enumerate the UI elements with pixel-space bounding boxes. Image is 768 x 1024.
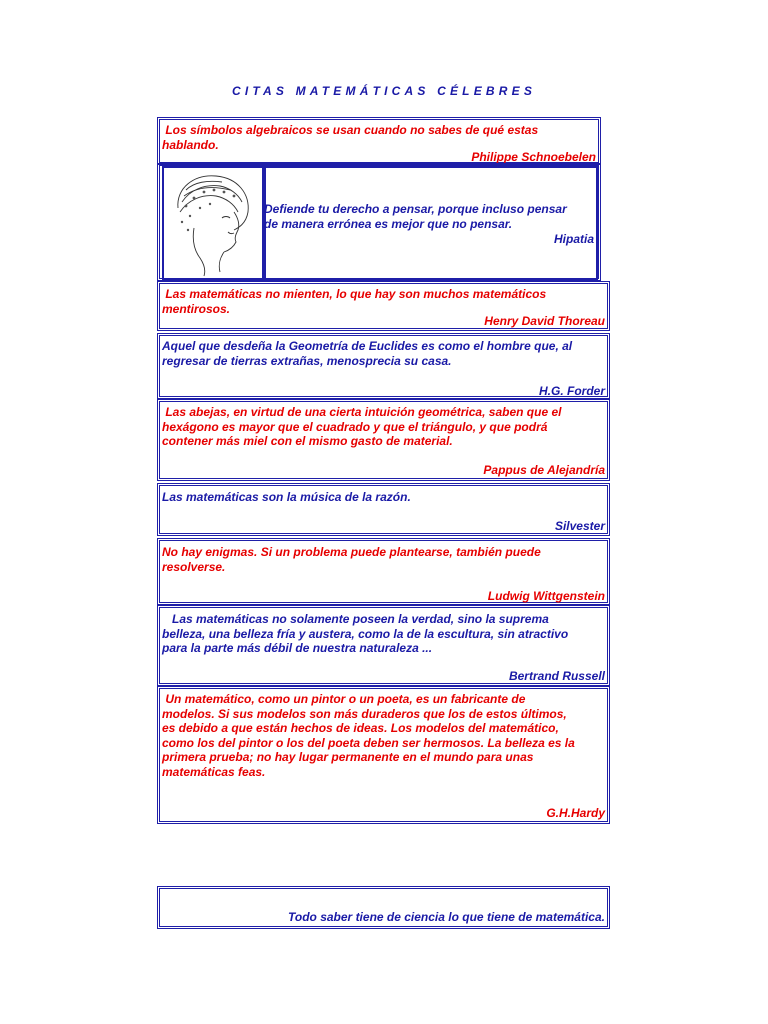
quote-box [157, 538, 610, 605]
quote-author: Hipatia [553, 232, 594, 246]
quote-author: Ludwig Wittgenstein [487, 589, 605, 603]
hipatia-portrait [162, 166, 264, 280]
quote-box [157, 399, 610, 481]
woman-profile-icon [164, 168, 262, 278]
page-title: CITAS MATEMÁTICAS CÉLEBRES [231, 84, 537, 98]
quote-cell [264, 166, 598, 280]
quote-box [157, 163, 601, 281]
footer-quote: Todo saber tiene de ciencia lo que tiene de matemática. [288, 910, 605, 924]
quote-box [157, 117, 601, 165]
quote-text: Defiende tu derecho a pensar, porque incluso pensar de manera errónea es mejor que no pensar. [264, 202, 567, 231]
quote-author: H.G. Forder [538, 384, 605, 398]
quote-text: Los símbolos algebraicos se usan cuando no sabes de qué estas hablando. [162, 123, 539, 152]
quote-box [157, 281, 610, 331]
quote-box [157, 605, 610, 686]
quote-author: Henry David Thoreau [484, 314, 605, 328]
quote-text: Las matemáticas son la música de la razón. [162, 490, 411, 504]
quote-box [157, 483, 610, 536]
quote-text: Las matemáticas no solamente poseen la verdad, sino la suprema belleza, una belleza fría y austera, como la de la escultura, sin atractivo para la parte más débil de nuestra naturaleza ... [162, 612, 569, 655]
quote-box [157, 686, 610, 824]
quote-text: No hay enigmas. Si un problema puede plantearse, también puede resolverse. [162, 545, 541, 574]
quote-author: Silvester [554, 519, 605, 533]
quote-author: Pappus de Alejandría [483, 463, 605, 477]
quote-text: Las matemáticas no mienten, lo que hay son muchos matemáticos mentirosos. [162, 287, 547, 316]
quote-text: Un matemático, como un pintor o un poeta, es un fabricante de modelos. Si sus modelos son más duraderos que los de estos últimos, es debido a que están hechos de ideas. Los modelos del matemático, como los del pintor o los del poeta deben ser hermosos. La belleza es la primera prueba; no hay lugar permanente en el mundo para unas matemáticas feas. [162, 692, 575, 779]
footer-box [157, 886, 610, 929]
quote-text: Las abejas, en virtud de una cierta intuición geométrica, saben que el hexágono es mayor que el cuadrado y que el triángulo, y que podrá contener más miel con el mismo gasto de material. [162, 405, 562, 448]
quote-author: Bertrand Russell [508, 669, 605, 683]
quote-author: Philippe Schnoebelen [471, 150, 596, 164]
quote-author: G.H.Hardy [546, 806, 605, 820]
quote-text: Aquel que desdeña la Geometría de Euclides es como el hombre que, al regresar de tierras extrañas, menosprecia su casa. [162, 339, 573, 368]
quote-box [157, 333, 610, 399]
